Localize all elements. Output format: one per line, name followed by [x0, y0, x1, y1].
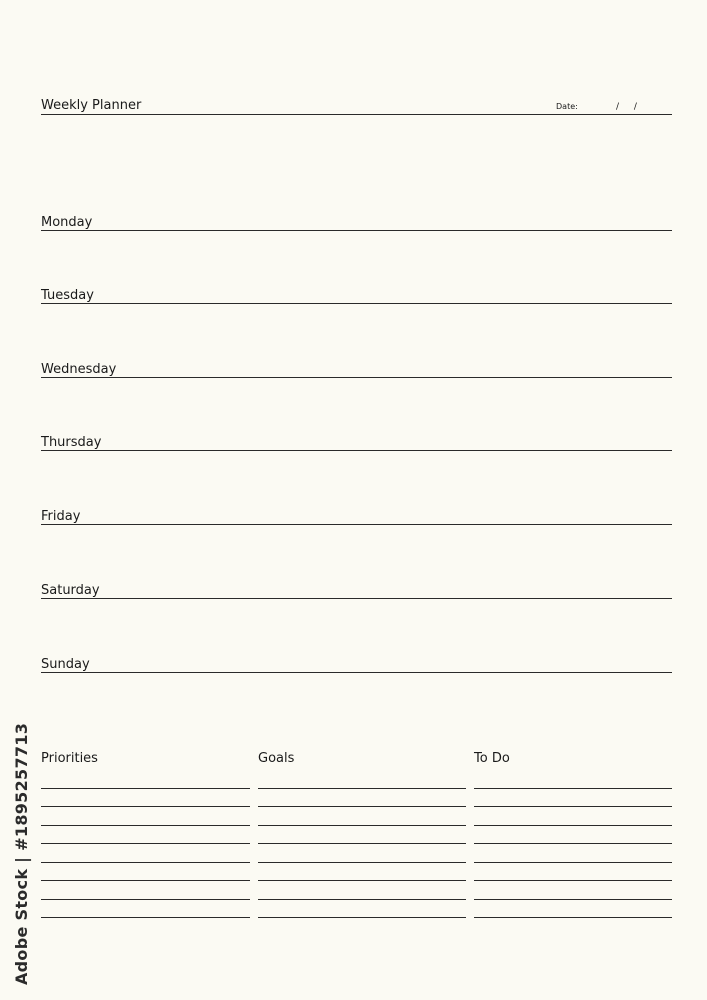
- priorities-section: [41, 748, 250, 918]
- date-field[interactable]: / /: [616, 102, 643, 112]
- goals-lines[interactable]: [258, 770, 466, 918]
- line[interactable]: [41, 863, 250, 882]
- todo-lines[interactable]: [474, 770, 672, 918]
- priorities-heading: Priorities: [41, 751, 98, 766]
- line[interactable]: [41, 770, 250, 789]
- goals-section: [258, 748, 466, 918]
- line[interactable]: [474, 844, 672, 863]
- day-label: Wednesday: [41, 362, 117, 377]
- line[interactable]: [41, 881, 250, 900]
- day-label: Friday: [41, 509, 81, 524]
- goals-heading: Goals: [258, 751, 295, 766]
- line[interactable]: [41, 789, 250, 808]
- date-label: Date:: [556, 102, 578, 111]
- day-label: Thursday: [41, 435, 102, 450]
- header-row: [41, 96, 672, 115]
- line[interactable]: [258, 900, 466, 919]
- day-row-monday[interactable]: [41, 212, 672, 231]
- todo-section: [474, 748, 672, 918]
- line[interactable]: [41, 807, 250, 826]
- day-label: Monday: [41, 215, 93, 230]
- line[interactable]: [258, 881, 466, 900]
- priorities-lines[interactable]: [41, 770, 250, 918]
- day-row-friday[interactable]: [41, 506, 672, 525]
- day-label: Saturday: [41, 583, 100, 598]
- line[interactable]: [258, 770, 466, 789]
- line[interactable]: [474, 863, 672, 882]
- line[interactable]: [258, 807, 466, 826]
- page-title: Weekly Planner: [41, 98, 142, 113]
- line[interactable]: [474, 826, 672, 845]
- line[interactable]: [41, 844, 250, 863]
- stock-watermark-text: Adobe Stock | #1895257713: [12, 722, 31, 985]
- day-row-sunday[interactable]: [41, 654, 672, 673]
- line[interactable]: [474, 900, 672, 919]
- line[interactable]: [258, 789, 466, 808]
- line[interactable]: [41, 900, 250, 919]
- line[interactable]: [474, 770, 672, 789]
- day-label: Tuesday: [41, 288, 94, 303]
- day-row-thursday[interactable]: [41, 432, 672, 451]
- line[interactable]: [474, 789, 672, 808]
- day-label: Sunday: [41, 657, 90, 672]
- day-row-tuesday[interactable]: [41, 285, 672, 304]
- line[interactable]: [258, 844, 466, 863]
- todo-heading: To Do: [474, 751, 510, 766]
- line[interactable]: [474, 807, 672, 826]
- line[interactable]: [258, 826, 466, 845]
- line[interactable]: [258, 863, 466, 882]
- line[interactable]: [41, 826, 250, 845]
- line[interactable]: [474, 881, 672, 900]
- day-row-saturday[interactable]: [41, 580, 672, 599]
- day-row-wednesday[interactable]: [41, 359, 672, 378]
